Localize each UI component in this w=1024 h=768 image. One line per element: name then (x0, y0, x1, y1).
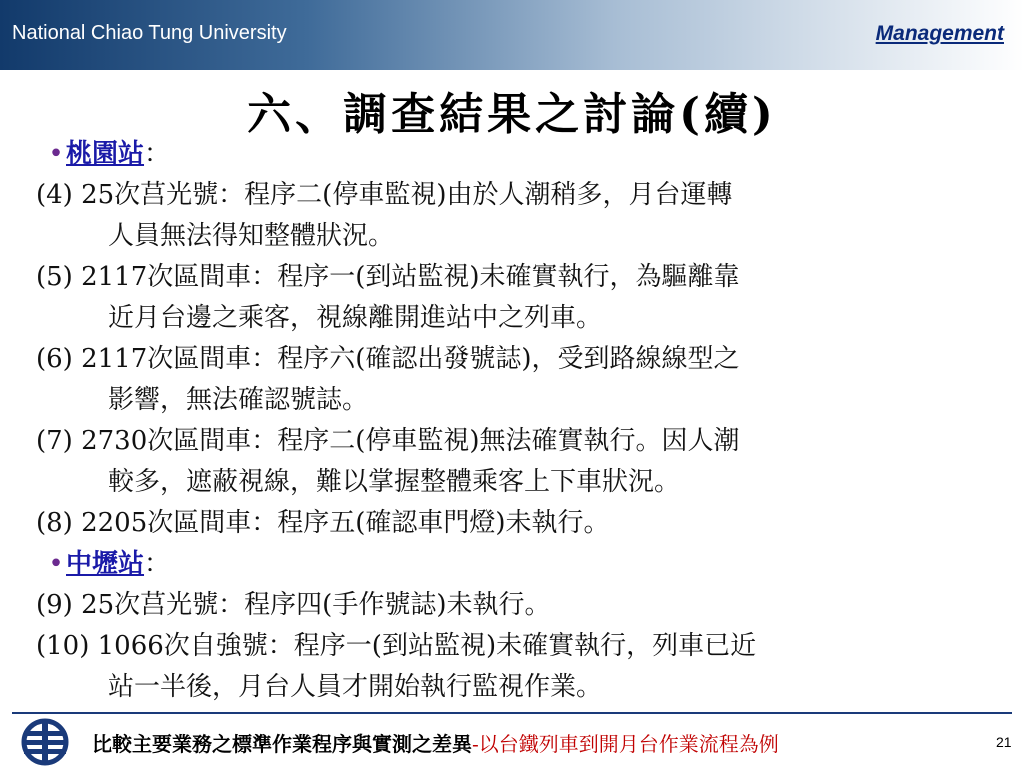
item-line: (7) 2730次區間車：程序二(停車監視)無法確實執行。因人潮 (36, 426, 740, 456)
item-line-continued: 站一半後，月台人員才開始執行監視作業。 (108, 672, 603, 702)
item-line: (9) 25次莒光號：程序四(手作號誌)未執行。 (36, 590, 551, 620)
bullet-icon: • (48, 549, 64, 579)
slide-title: 六、調查結果之討論(續) (247, 89, 777, 140)
item-line: (5) 2117次區間車：程序一(到站監視)未確實執行，為驅離靠 (36, 262, 740, 292)
item-line-continued: 近月台邊之乘客，視線離開進站中之列車。 (108, 303, 603, 333)
header-bar (0, 0, 1024, 70)
station-label-zhongli: 中壢站 (66, 549, 145, 579)
department-label: Management (875, 22, 1004, 45)
section-heading-zhongli (36, 544, 996, 585)
railway-logo-icon (20, 718, 70, 766)
item-line-continued: 影響，無法確認號誌。 (108, 385, 369, 415)
university-name: National Chiao Tung University (12, 22, 287, 44)
footer-caption (92, 728, 779, 757)
item-line-continued: 人員無法得知整體狀況。 (108, 221, 395, 251)
item-line: (6) 2117次區間車：程序六(確認出發號誌)，受到路線線型之 (36, 344, 740, 374)
page-number: 21 (996, 734, 1012, 750)
footer-divider (12, 712, 1012, 714)
colon: ： (144, 139, 171, 169)
slide-content (36, 134, 996, 708)
station-label-taoyuan: 桃園站 (66, 139, 145, 169)
section-heading-taoyuan (36, 134, 996, 175)
item-line: (10) 1066次自強號：程序一(到站監視)未確實執行，列車已近 (36, 631, 757, 661)
item-line-continued: 較多，遮蔽視線，難以掌握整體乘客上下車狀況。 (108, 467, 681, 497)
item-line: (8) 2205次區間車：程序五(確認車門燈)未執行。 (36, 508, 610, 538)
footer-main-text: 比較主要業務之標準作業程序與實測之差異 (92, 732, 472, 756)
bullet-icon: • (48, 139, 64, 169)
item-line: (4) 25次莒光號：程序二(停車監視)由於人潮稍多，月台運轉 (36, 180, 733, 210)
footer-sub-text: -以台鐵列車到開月台作業流程為例 (472, 732, 779, 756)
colon: ： (144, 549, 171, 579)
